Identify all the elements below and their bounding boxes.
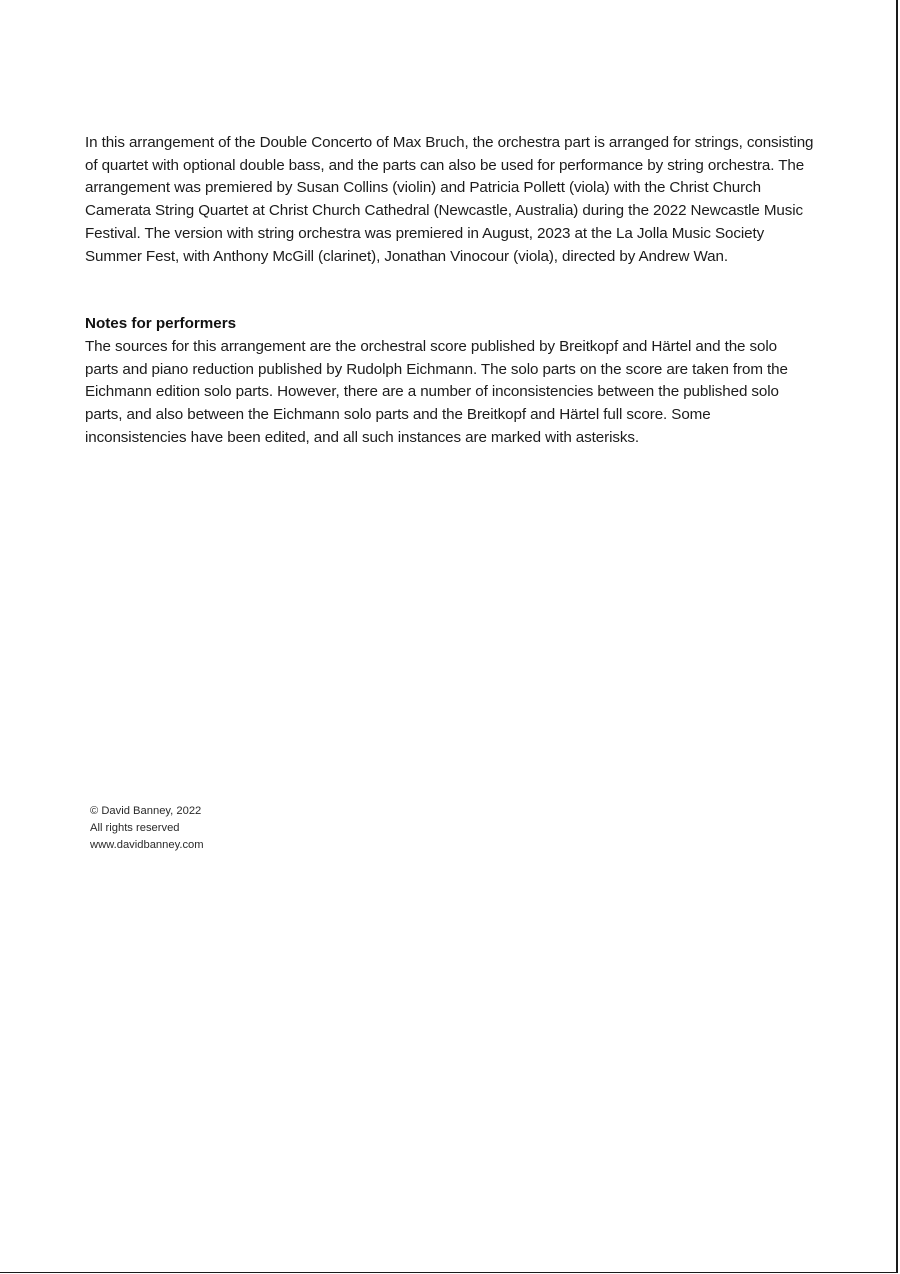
copyright-block [90,803,204,854]
copyright-line: © David Banney, 2022 [90,805,202,817]
notes-paragraph: The sources for this arrangement are the orchestral score published by Breitkopf and Härtel and the solo parts and piano reduction published by Rudolph Eichmann. The solo parts on the score are taken from the Eichmann edition solo parts. However, there are a number of inconsistencies between the published solo parts, and also between the Eichmann solo parts and the Breitkopf and Härtel full score. Some inconsistencies have been edited, and all such instances are marked with asterisks. [85,338,788,446]
website-line: www.davidbanney.com [90,839,204,851]
notes-heading: Notes for performers [85,315,237,332]
intro-paragraph: In this arrangement of the Double Concerto of Max Bruch, the orchestra part is arranged for strings, consisting of quartet with optional double bass, and the parts can also be used for performance by string orchestra. The arrangement was premiered by Susan Collins (violin) and Patricia Pollett (viola) with the Christ Church Camerata String Quartet at Christ Church Cathedral (Newcastle, Australia) during the 2022 Newcastle Music Festival. The version with string orchestra was premiered in August, 2023 at the La Jolla Music Society Summer Fest, with Anthony McGill (clarinet), Jonathan Vinocour (viola), directed by Andrew Wan. [85,134,814,265]
rights-line: All rights reserved [90,822,180,834]
